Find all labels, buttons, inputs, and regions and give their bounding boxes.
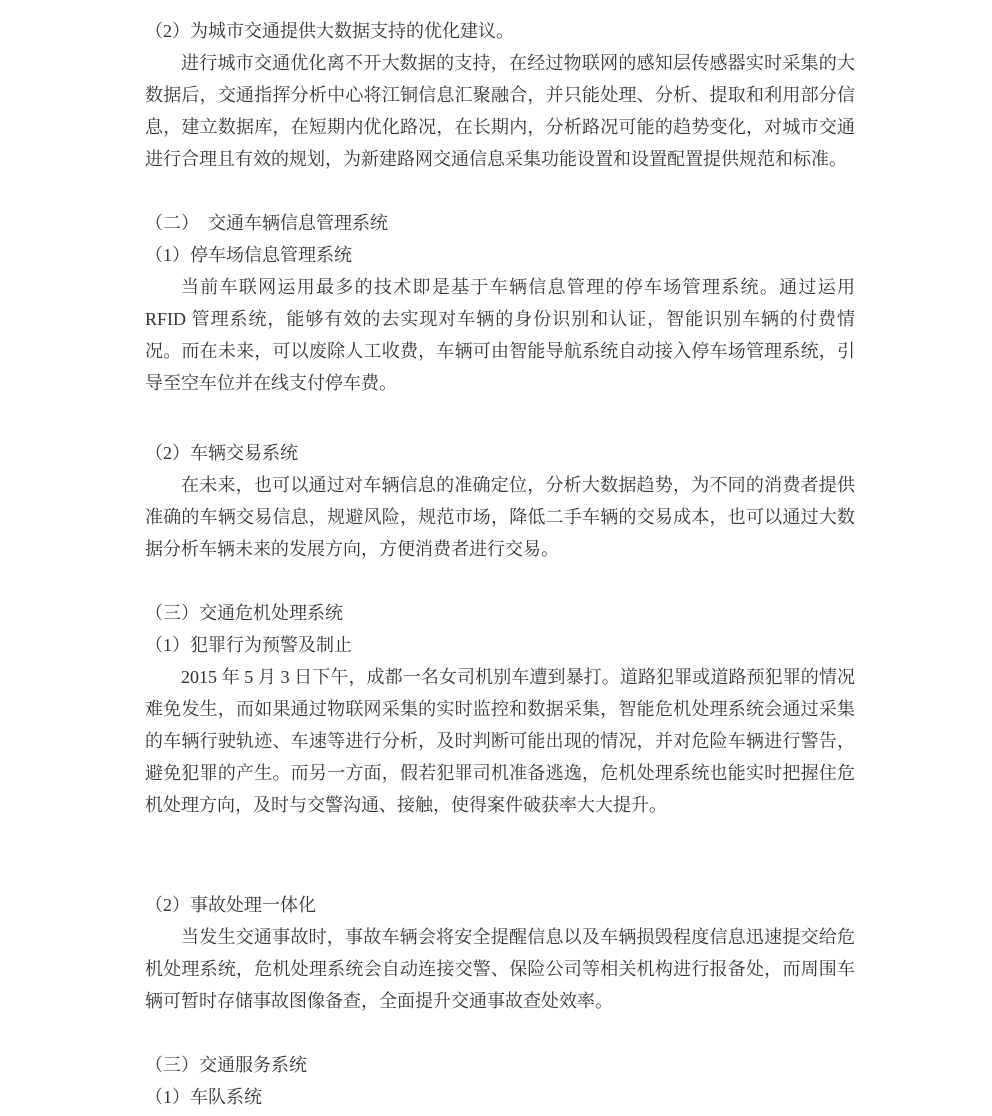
subsection-heading-accident-handling-integration: （2）事故处理一体化 — [145, 895, 316, 915]
blank-lines-double — [145, 821, 855, 889]
paragraph-crime-warning: 2015 年 5 月 3 日下午，成都一名女司机别车遭到暴打。道路犯罪或道路预犯罪的情况难免发生，而如果通过物联网采集的实时监控和数据采集，智能危机处理系统会通过采集的车辆行驶轨迹、车速等进行分析，及时判断可能出现的情况，并对危险车辆进行警告，避免犯罪的产生。而另一方面，假若犯罪司机准备逃逸，危机处理系统也能实时把握住危机处理方向，及时与交警沟通、接触，使得案件破获率大大提升。 — [145, 667, 855, 815]
blank-line — [145, 1017, 855, 1049]
heading-big-data-optimization-advice: （2）为城市交通提供大数据支持的优化建议。 — [145, 21, 514, 41]
blank-line — [145, 565, 855, 597]
paragraph-vehicle-trading: 在未来，也可以通过对车辆信息的准确定位，分析大数据趋势，为不同的消费者提供准确的车辆交易信息，规避风险，规范市场，降低二手车辆的交易成本，也可以通过大数据分析车辆未来的发展方向，方便消费者进行交易。 — [145, 475, 855, 559]
section-heading-traffic-crisis-system: （三）交通危机处理系统 — [145, 603, 343, 623]
blank-line — [145, 399, 855, 437]
paragraph-parking-rfid-system: 当前车联网运用最多的技术即是基于车辆信息管理的停车场管理系统。通过运用 RFID 管理系统，能够有效的去实现对车辆的身份识别和认证，智能识别车辆的付费情况。而在未来，可以废除人工收费，车辆可由智能导航系统自动接入停车场管理系统，引导至空车位并在线支付停车费。 — [145, 277, 855, 393]
section-heading-vehicle-info-management-system: （二） 交通车辆信息管理系统 — [145, 213, 388, 233]
subsection-heading-parking-info-system: （1）停车场信息管理系统 — [145, 245, 352, 265]
section-heading-traffic-service-system: （三）交通服务系统 — [145, 1055, 307, 1075]
paragraph-city-traffic-big-data: 进行城市交通优化离不开大数据的支持，在经过物联网的感知层传感器实时采集的大数据后，交通指挥分析中心将江铜信息汇聚融合，并只能处理、分析、提取和利用部分信息，建立数据库，在短期内优化路况，在长期内，分析路况可能的趋势变化，对城市交通进行合理且有效的规划，为新建路网交通信息采集功能设置和设置配置提供规范和标准。 — [145, 53, 855, 169]
paragraph-accident-handling: 当发生交通事故时，事故车辆会将安全提醒信息以及车辆损毁程度信息迅速提交给危机处理系统，危机处理系统会自动连接交警、保险公司等相关机构进行报备处，而周围车辆可暂时存储事故图像备查，全面提升交通事故查处效率。 — [145, 927, 855, 1011]
blank-line — [145, 175, 855, 207]
subsection-heading-fleet-system: （1）车队系统 — [145, 1087, 262, 1107]
subsection-heading-vehicle-trading-system: （2）车辆交易系统 — [145, 443, 298, 463]
subsection-heading-crime-warning-prevention: （1）犯罪行为预警及制止 — [145, 635, 352, 655]
